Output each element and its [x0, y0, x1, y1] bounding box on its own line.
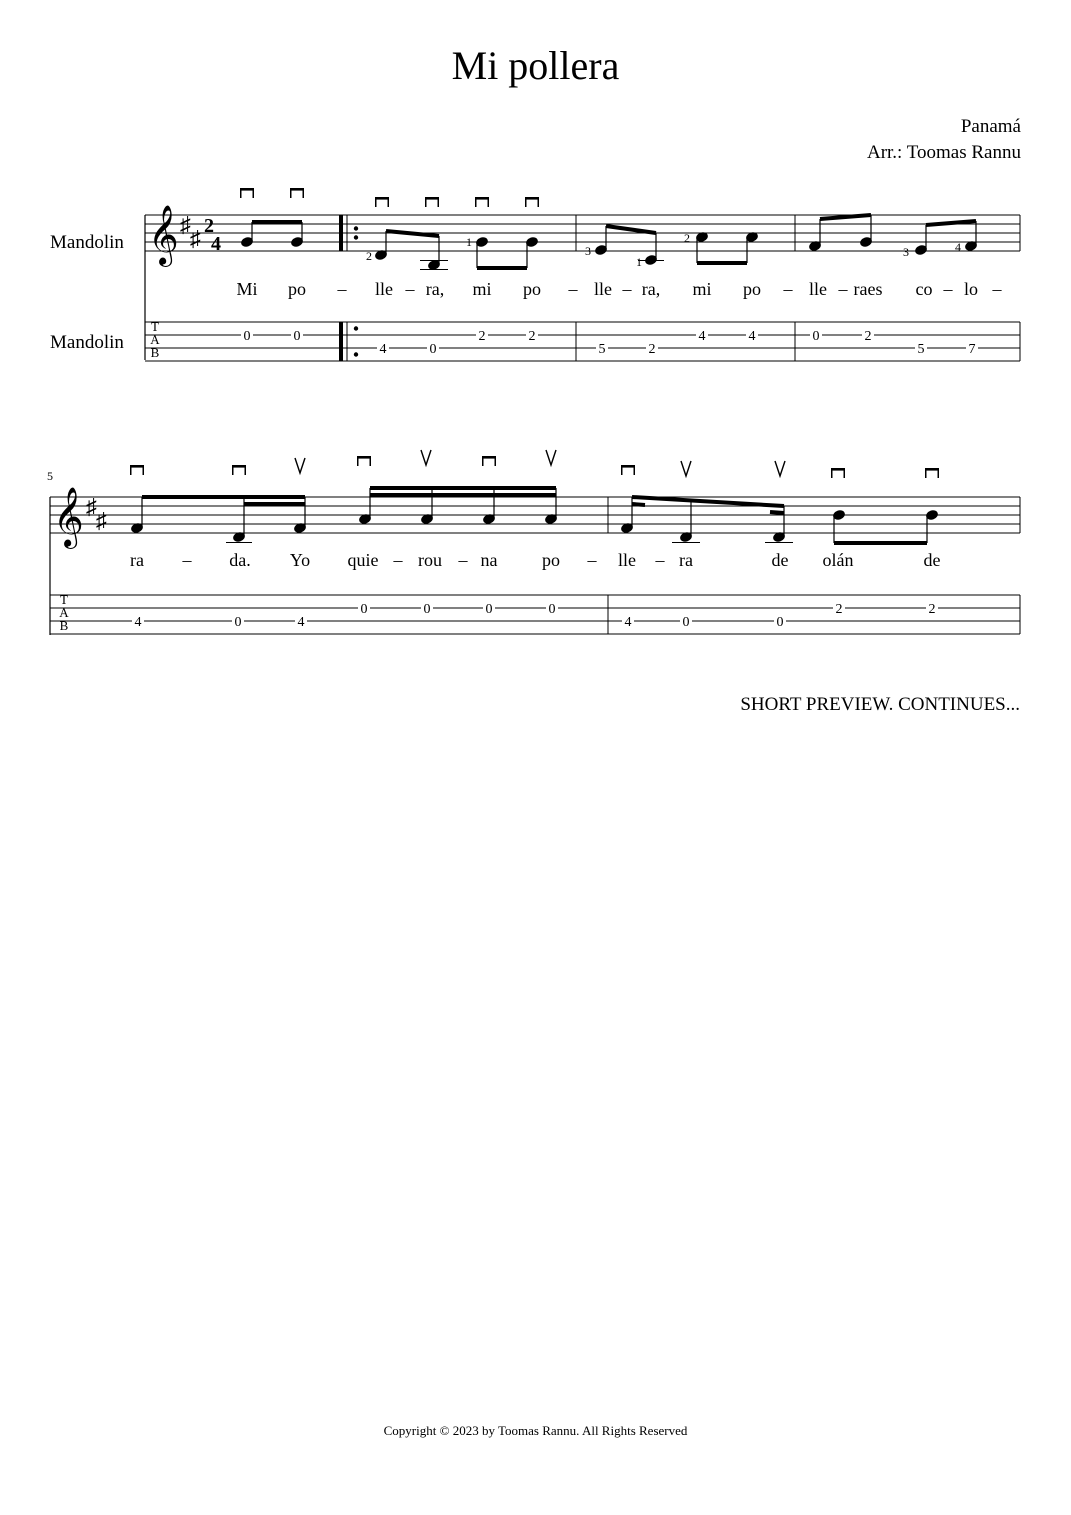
tab-fret: 2 — [864, 329, 872, 344]
up-bow-icon — [546, 450, 556, 465]
lyric-syllable: ra, — [425, 279, 445, 299]
lyric-syllable: de — [771, 550, 789, 570]
lyric-syllable: ra — [679, 550, 693, 570]
lyric-hyphen: – — [783, 279, 793, 299]
down-bow-icon — [831, 468, 845, 478]
down-bow-icon — [130, 465, 144, 475]
staff-instrument-label: Mandolin — [50, 232, 124, 253]
notes-system-1 — [240, 215, 977, 271]
lyric-syllable: mi — [472, 279, 492, 299]
lyric-syllable: mi — [692, 279, 712, 299]
lyric-syllable: lle — [375, 279, 393, 299]
song-title: Mi pollera — [451, 43, 620, 88]
lyric-syllable: po — [288, 279, 306, 299]
tab-instrument-label: Mandolin — [50, 332, 124, 353]
tab-fret: 4 — [379, 342, 387, 357]
tab-fret: 2 — [528, 329, 536, 344]
fingering: 2 — [684, 231, 690, 245]
lyric-hyphen: – — [182, 550, 192, 570]
time-signature-top: 2 — [204, 215, 214, 237]
lyric-syllable: po — [523, 279, 541, 299]
lyric-syllable: rou — [418, 550, 442, 570]
down-bow-icon — [240, 188, 254, 198]
lyric-syllable: Yo — [289, 550, 311, 570]
tab-fret: 2 — [835, 602, 843, 617]
lyric-syllable: po — [542, 550, 560, 570]
down-bow-icon — [232, 465, 246, 475]
fingering: 1 — [466, 235, 472, 249]
tab-fret: 0 — [243, 329, 251, 344]
tab-fret: 0 — [548, 602, 556, 617]
tab-staff-system-1 — [145, 322, 1020, 361]
lyric-syllable: na — [480, 550, 498, 570]
lyric-syllable: po — [743, 279, 761, 299]
svg-text:B: B — [150, 345, 160, 360]
system-1 — [145, 188, 1020, 361]
tab-numbers-system-1 — [241, 328, 978, 357]
tab-fret: 0 — [812, 329, 820, 344]
tab-fret: 0 — [360, 602, 368, 617]
staff-lines-system-2 — [50, 497, 1020, 533]
lyric-syllable: Mi — [236, 279, 258, 299]
bowing-marks-system-2 — [130, 450, 939, 478]
lyrics-system-2 — [130, 550, 940, 570]
svg-text:B: B — [59, 618, 69, 633]
lyric-hyphen: – — [655, 550, 665, 570]
lyric-syllable: olán — [822, 550, 854, 570]
tab-fret: 0 — [293, 329, 301, 344]
down-bow-icon — [475, 197, 489, 207]
preview-notice: SHORT PREVIEW. CONTINUES... — [740, 694, 1020, 715]
lyrics-system-1 — [236, 279, 1002, 299]
sharp-icon: ♯ — [180, 212, 191, 237]
lyric-hyphen: – — [393, 550, 403, 570]
copyright-notice: Copyright © 2023 by Toomas Rannu. All Rights Reserved — [383, 1423, 688, 1438]
svg-text:T: T — [151, 319, 159, 334]
up-bow-icon — [295, 458, 305, 473]
fingering: 2 — [366, 249, 372, 263]
tab-fret: 4 — [134, 615, 142, 630]
tab-fret: 0 — [485, 602, 493, 617]
tab-fret: 0 — [776, 615, 784, 630]
up-bow-icon — [681, 461, 691, 476]
svg-text:A: A — [59, 605, 69, 620]
sharp-icon: ♯ — [96, 508, 107, 533]
fingering: 4 — [955, 240, 961, 254]
tab-clef — [59, 592, 69, 633]
time-signature-bottom: 4 — [211, 233, 221, 255]
lyric-hyphen: – — [838, 279, 848, 299]
tab-fret: 0 — [682, 615, 690, 630]
lyric-syllable: raes — [853, 279, 883, 299]
arranger-credit: Arr.: Toomas Rannu — [866, 142, 1021, 163]
system-2 — [47, 450, 1020, 635]
lyric-syllable: lle — [618, 550, 636, 570]
lyric-syllable: lle — [809, 279, 827, 299]
tab-fret: 4 — [748, 329, 756, 344]
tab-fret: 2 — [928, 602, 936, 617]
tab-fret: 5 — [598, 342, 606, 357]
treble-clef-icon: 𝄞 — [148, 207, 179, 264]
lyric-hyphen: – — [458, 550, 468, 570]
fingering: 1 — [636, 255, 642, 269]
fingering: 3 — [585, 244, 591, 258]
sharp-icon: ♯ — [190, 226, 201, 251]
tab-fret: 4 — [624, 615, 632, 630]
tab-staff-system-2 — [50, 595, 1020, 634]
lyric-syllable: quie — [347, 550, 379, 570]
bowing-marks-system-1 — [240, 188, 539, 207]
up-bow-icon — [421, 450, 431, 465]
down-bow-icon — [375, 197, 389, 207]
lyric-syllable: ra — [130, 550, 144, 570]
lyric-syllable: lle — [594, 279, 612, 299]
tab-fret: 0 — [234, 615, 242, 630]
tab-fret: 4 — [297, 615, 305, 630]
lyric-hyphen: – — [568, 279, 578, 299]
tab-fret: 2 — [478, 329, 486, 344]
down-bow-icon — [525, 197, 539, 207]
fingering: 3 — [903, 245, 909, 259]
lyric-hyphen: – — [943, 279, 953, 299]
svg-text:A: A — [150, 332, 160, 347]
tab-fret: 5 — [917, 342, 925, 357]
lyric-hyphen: – — [405, 279, 415, 299]
svg-text:T: T — [60, 592, 68, 607]
lyric-syllable: lo — [963, 279, 979, 299]
measure-number: 5 — [47, 469, 53, 483]
tab-fret: 2 — [648, 342, 656, 357]
composer-credit: Panamá — [960, 116, 1021, 137]
lyric-syllable: da. — [229, 550, 251, 570]
down-bow-icon — [482, 456, 496, 466]
lyric-syllable: de — [923, 550, 941, 570]
lyric-hyphen: – — [587, 550, 597, 570]
lyric-hyphen: – — [622, 279, 632, 299]
tab-fret: 0 — [429, 342, 437, 357]
lyric-hyphen: – — [992, 279, 1002, 299]
lyric-syllable: ra, — [641, 279, 661, 299]
tab-fret: 4 — [698, 329, 706, 344]
lyric-hyphen: – — [337, 279, 347, 299]
sharp-icon: ♯ — [86, 494, 97, 519]
down-bow-icon — [290, 188, 304, 198]
down-bow-icon — [621, 465, 635, 475]
up-bow-icon — [775, 461, 785, 476]
fingerings-system-1 — [366, 231, 961, 269]
tab-fret: 7 — [968, 342, 976, 357]
tab-fret: 0 — [423, 602, 431, 617]
down-bow-icon — [925, 468, 939, 478]
lyric-syllable: co — [915, 279, 933, 299]
tab-clef — [150, 319, 160, 360]
down-bow-icon — [425, 197, 439, 207]
treble-clef-icon: 𝄞 — [53, 489, 84, 546]
down-bow-icon — [357, 456, 371, 466]
tab-numbers-system-2 — [132, 601, 938, 630]
